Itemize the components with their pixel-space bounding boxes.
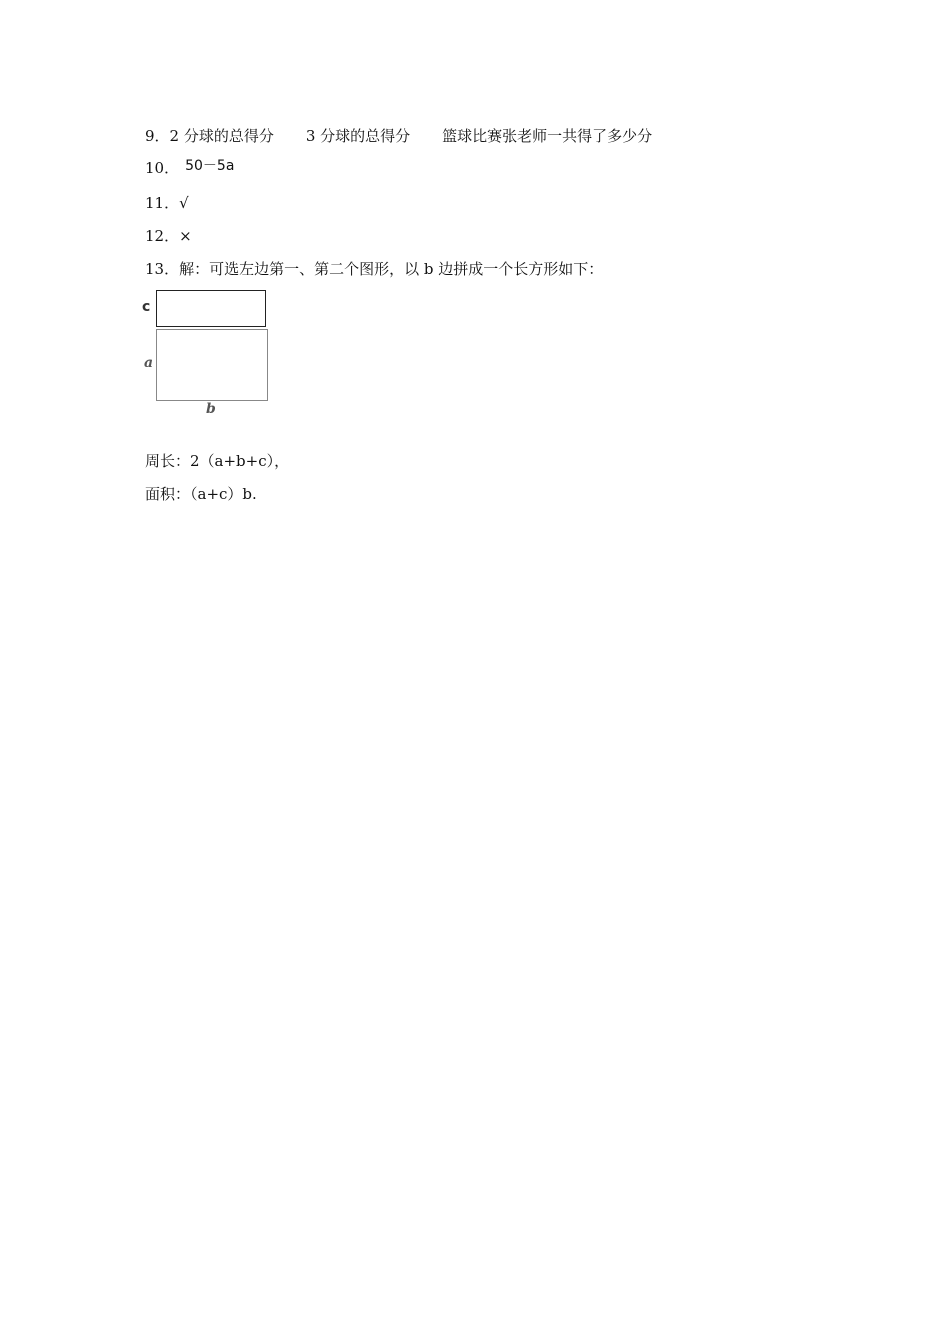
answer-9-part-1: 2 分球的总得分 — [169, 127, 274, 145]
answer-9-part-3: 篮球比赛张老师一共得了多少分 — [442, 127, 653, 145]
answer-12 — [145, 226, 192, 246]
answer-9 — [145, 126, 652, 146]
rectangle-a — [156, 329, 268, 401]
answer-10-number: 10． — [145, 159, 180, 177]
answer-9-number: 9． — [145, 127, 170, 145]
answer-13-text: 解：可选左边第一、第二个图形，以 b 边拼成一个长方形如下： — [179, 260, 604, 278]
perimeter-line: 周长：2（a+b+c）， — [145, 452, 290, 470]
label-a: a — [144, 355, 154, 371]
answer-13 — [145, 259, 603, 279]
rectangle-c — [156, 290, 266, 327]
answer-11-number: 11． — [145, 194, 180, 212]
answer-12-number: 12． — [145, 227, 180, 245]
label-c: c — [142, 299, 151, 315]
answer-9-part-2: 3 分球的总得分 — [305, 127, 411, 145]
rectangle-figure — [140, 287, 280, 423]
cross-mark: × — [179, 227, 192, 245]
answer-10 — [145, 158, 234, 179]
answer-11 — [145, 193, 189, 213]
check-mark: √ — [179, 194, 189, 212]
answer-10-expression: 50－5a — [185, 158, 235, 174]
answer-13-number: 13． — [145, 260, 180, 278]
label-b: b — [206, 401, 216, 417]
area-line: 面积：（a+c）b. — [145, 485, 257, 503]
